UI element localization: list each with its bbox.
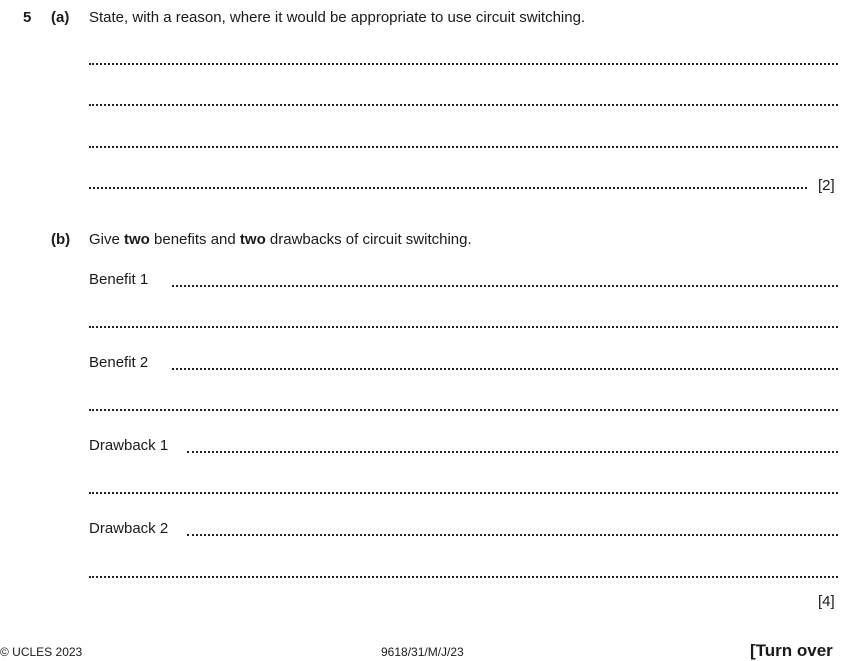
part-b-text-mid: benefits and [149,231,240,248]
answer-line-drawback-2-cont[interactable] [89,576,838,578]
question-number: 5 [23,9,32,26]
answer-line-a4[interactable] [89,187,807,189]
drawback-1-label: Drawback 1 [89,437,169,454]
answer-line-a3[interactable] [89,146,838,148]
benefit-2-label: Benefit 2 [89,354,149,371]
answer-line-benefit-2[interactable] [172,368,838,370]
answer-line-a2[interactable] [89,104,838,106]
answer-line-drawback-2[interactable] [187,534,838,536]
answer-line-benefit-1-cont[interactable] [89,326,838,328]
part-a-prompt: State, with a reason, where it would be appropriate to use circuit switching. [89,9,586,26]
part-b-bold-two-2: two [239,231,266,248]
part-b-bold-two-1: two [124,231,150,248]
part-a-marks: [2] [818,177,835,194]
answer-line-drawback-1[interactable] [187,451,838,453]
drawback-2-label: Drawback 2 [89,520,169,537]
answer-line-benefit-2-cont[interactable] [89,409,838,411]
footer-paper-code: 9618/31/M/J/23 [381,645,464,659]
answer-line-benefit-1[interactable] [172,285,838,287]
part-b-marks: [4] [818,593,835,610]
answer-line-drawback-1-cont[interactable] [89,492,838,494]
part-a-label: (a) [51,9,70,26]
part-b-prompt [89,231,472,248]
footer-turn-over: [Turn over [750,641,833,660]
part-b-label: (b) [51,231,71,248]
part-b-text-pre: Give [89,231,125,248]
footer-copyright: © UCLES 2023 [0,645,83,659]
part-b-text-post: drawbacks of circuit switching. [265,231,472,248]
answer-line-a1[interactable] [89,63,838,65]
benefit-1-label: Benefit 1 [89,271,149,288]
